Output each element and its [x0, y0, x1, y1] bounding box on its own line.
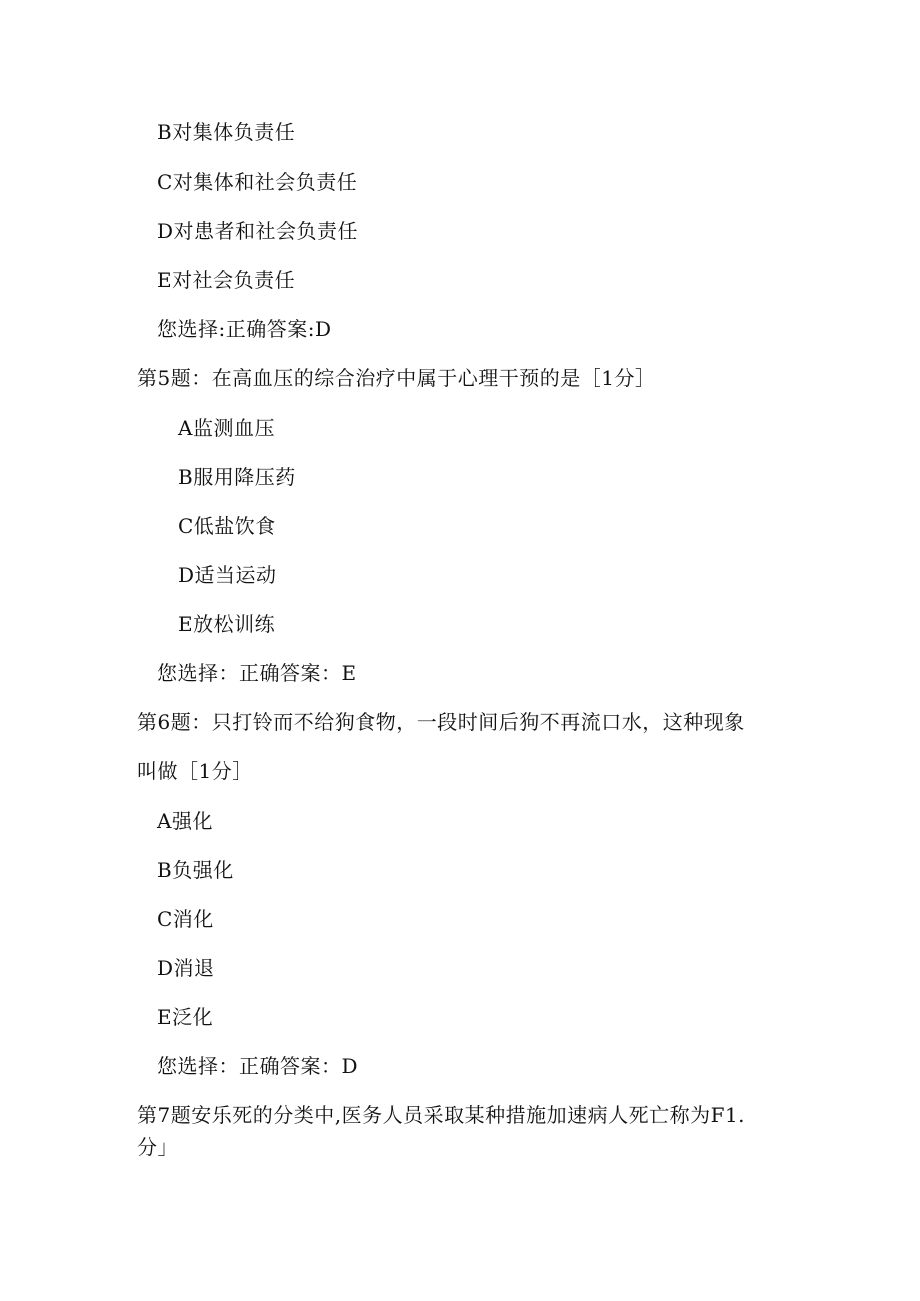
q6-option-c: C消化 — [157, 907, 214, 931]
q7-title-line2: 分」 — [137, 1135, 178, 1159]
q6-option-a: A强化 — [157, 809, 213, 833]
q4-option-b: B对集体负责任 — [157, 120, 296, 144]
q6-title-line2: 叫做［1分］ — [137, 759, 253, 783]
q5-option-a: A监测血压 — [178, 416, 275, 440]
q5-option-d: D适当运动 — [178, 563, 277, 587]
q5-title: 第5题：在高血压的综合治疗中属于心理干预的是［1分］ — [137, 366, 656, 390]
q4-option-d: D对患者和社会负责任 — [157, 219, 359, 243]
q4-option-e: E对社会负责任 — [157, 268, 296, 292]
q6-option-e: E泛化 — [157, 1005, 214, 1029]
q6-title-line1: 第6题：只打铃而不给狗食物，一段时间后狗不再流口水，这种现象 — [137, 710, 745, 734]
q5-option-c: C低盐饮食 — [178, 514, 276, 538]
q6-option-b: B负强化 — [157, 858, 234, 882]
q5-option-b: B服用降压药 — [178, 465, 296, 489]
q6-answer: 您选择：正确答案：D — [157, 1054, 359, 1078]
q5-answer: 您选择：正确答案：E — [157, 661, 357, 685]
q7-title-line1: 第7题安乐死的分类中,医务人员采取某种措施加速病人死亡称为F1. — [137, 1103, 746, 1127]
q6-option-d: D消退 — [157, 956, 215, 980]
q5-option-e: E放松训练 — [178, 612, 276, 636]
q4-option-c: C对集体和社会负责任 — [157, 170, 358, 194]
q4-answer: 您选择:正确答案:D — [157, 317, 332, 341]
